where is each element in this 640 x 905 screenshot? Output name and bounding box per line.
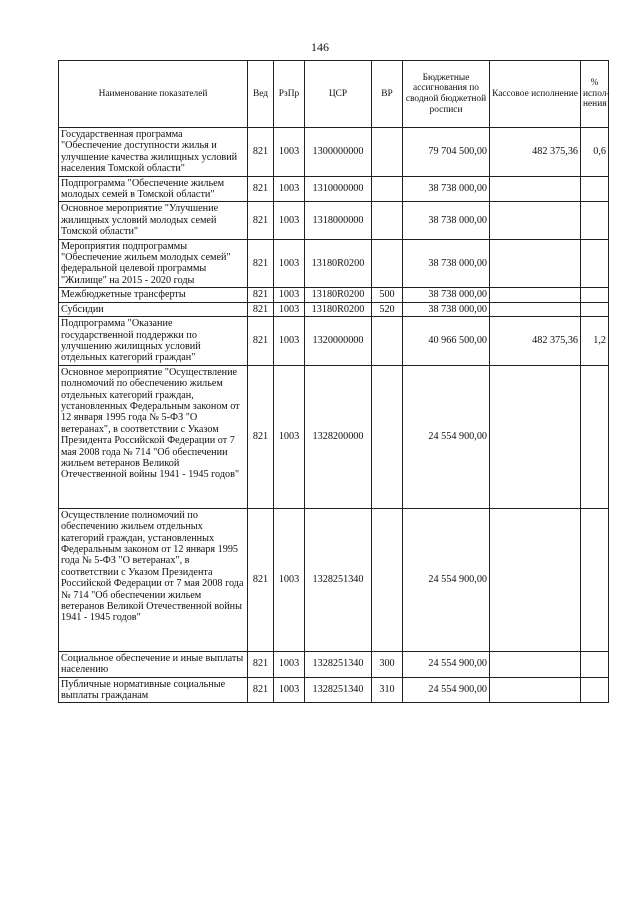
header-vr: ВР [372, 61, 403, 128]
row-name: Публичные нормативные социальные выплаты гражданам [59, 677, 248, 703]
row-cash [490, 651, 581, 677]
row-csr: 1310000000 [305, 176, 372, 202]
table-row [59, 508, 609, 651]
row-name: Субсидии [59, 302, 248, 316]
row-cash: 482 375,36 [490, 317, 581, 366]
row-rzpr: 1003 [274, 508, 305, 651]
budget-table [58, 60, 609, 703]
row-budget: 38 738 000,00 [403, 239, 490, 288]
row-cash: 482 375,36 [490, 128, 581, 177]
row-ved: 821 [248, 288, 274, 302]
row-cash [490, 176, 581, 202]
row-name: Осуществление полномочий по обеспечению жильем отдельных категорий граждан, установленных Федеральным законом от 12 января 1995 года № 5-ФЗ "О ветеранах", в соответствии с Указом Президента Российской Федерации от 7 мая 2008 года № 714 "Об обеспечении жильем ветеранов Великой Отечественной войны 1941 - 1945 годов" [59, 508, 248, 651]
table-row [59, 317, 609, 366]
row-vr [372, 128, 403, 177]
table-row [59, 651, 609, 677]
row-budget: 24 554 900,00 [403, 677, 490, 703]
row-vr [372, 317, 403, 366]
row-ved: 821 [248, 239, 274, 288]
header-rzpr: РзПр [274, 61, 305, 128]
row-ved: 821 [248, 202, 274, 239]
row-ved: 821 [248, 651, 274, 677]
table-row [59, 288, 609, 302]
header-pct: % испол-нения [581, 61, 609, 128]
row-cash [490, 202, 581, 239]
page-number: 146 [311, 40, 329, 54]
row-budget: 38 738 000,00 [403, 288, 490, 302]
row-rzpr: 1003 [274, 239, 305, 288]
row-pct [581, 365, 609, 508]
row-cash [490, 239, 581, 288]
header-budget: Бюджетные ассигнования по сводной бюджетной росписи [403, 61, 490, 128]
row-cash [490, 508, 581, 651]
row-vr: 500 [372, 288, 403, 302]
header-cash: Кассовое исполнение [490, 61, 581, 128]
row-budget: 24 554 900,00 [403, 365, 490, 508]
table-row [59, 302, 609, 316]
row-budget: 79 704 500,00 [403, 128, 490, 177]
row-rzpr: 1003 [274, 128, 305, 177]
header-row [59, 61, 609, 128]
row-name: Подпрограмма "Обеспечение жильем молодых семей в Томской области" [59, 176, 248, 202]
row-vr: 310 [372, 677, 403, 703]
row-cash [490, 288, 581, 302]
table-row [59, 202, 609, 239]
row-pct [581, 302, 609, 316]
row-vr [372, 176, 403, 202]
row-csr: 1328251340 [305, 508, 372, 651]
header-ved: Вед [248, 61, 274, 128]
row-csr: 1318000000 [305, 202, 372, 239]
row-budget: 38 738 000,00 [403, 302, 490, 316]
row-pct: 1,2 [581, 317, 609, 366]
row-ved: 821 [248, 302, 274, 316]
row-name: Подпрограмма "Оказание государственной поддержки по улучшению жилищных условий отдельных категорий граждан" [59, 317, 248, 366]
row-ved: 821 [248, 176, 274, 202]
row-ved: 821 [248, 317, 274, 366]
row-vr [372, 365, 403, 508]
row-pct [581, 508, 609, 651]
table-row [59, 176, 609, 202]
row-csr: 1328251340 [305, 677, 372, 703]
row-pct: 0,6 [581, 128, 609, 177]
row-ved: 821 [248, 677, 274, 703]
row-rzpr: 1003 [274, 365, 305, 508]
row-csr: 13180R0200 [305, 239, 372, 288]
table-row [59, 239, 609, 288]
row-cash [490, 677, 581, 703]
table-row [59, 128, 609, 177]
row-pct [581, 239, 609, 288]
row-rzpr: 1003 [274, 202, 305, 239]
row-budget: 40 966 500,00 [403, 317, 490, 366]
row-ved: 821 [248, 128, 274, 177]
row-rzpr: 1003 [274, 317, 305, 366]
row-csr: 1328251340 [305, 651, 372, 677]
row-budget: 38 738 000,00 [403, 176, 490, 202]
row-ved: 821 [248, 365, 274, 508]
row-cash [490, 365, 581, 508]
row-pct [581, 677, 609, 703]
header-csr: ЦСР [305, 61, 372, 128]
row-name: Социальное обеспечение и иные выплаты населению [59, 651, 248, 677]
row-name: Основное мероприятие "Улучшение жилищных условий молодых семей Томской области" [59, 202, 248, 239]
row-rzpr: 1003 [274, 677, 305, 703]
row-budget: 24 554 900,00 [403, 651, 490, 677]
row-ved: 821 [248, 508, 274, 651]
row-vr [372, 508, 403, 651]
row-rzpr: 1003 [274, 288, 305, 302]
row-csr: 13180R0200 [305, 302, 372, 316]
row-csr: 1328200000 [305, 365, 372, 508]
row-vr [372, 202, 403, 239]
row-csr: 13180R0200 [305, 288, 372, 302]
table-row [59, 677, 609, 703]
row-csr: 1300000000 [305, 128, 372, 177]
row-pct [581, 288, 609, 302]
row-vr: 300 [372, 651, 403, 677]
row-rzpr: 1003 [274, 302, 305, 316]
row-vr: 520 [372, 302, 403, 316]
row-name: Государственная программа "Обеспечение доступности жилья и улучшение качества жилищных условий населения Томской области" [59, 128, 248, 177]
row-name: Основное мероприятие "Осуществление полномочий по обеспечению жильем отдельных категорий граждан, установленных Федеральным законом от 12 января 1995 года № 5-ФЗ "О ветеранах", в соответствии с Указом Президента Российской Федерации от 7 мая 2008 года № 714 "Об обеспечении жильем ветеранов Великой Отечественной войны 1941 - 1945 годов" [59, 365, 248, 508]
row-rzpr: 1003 [274, 651, 305, 677]
header-name: Наименование показателей [59, 61, 248, 128]
row-cash [490, 302, 581, 316]
row-budget: 38 738 000,00 [403, 202, 490, 239]
row-rzpr: 1003 [274, 176, 305, 202]
row-name: Мероприятия подпрограммы "Обеспечение жильем молодых семей" федеральной целевой программы "Жилище" на 2015 - 2020 годы [59, 239, 248, 288]
row-pct [581, 651, 609, 677]
row-vr [372, 239, 403, 288]
table-row [59, 365, 609, 508]
row-pct [581, 176, 609, 202]
row-csr: 1320000000 [305, 317, 372, 366]
row-name: Межбюджетные трансферты [59, 288, 248, 302]
row-budget: 24 554 900,00 [403, 508, 490, 651]
row-pct [581, 202, 609, 239]
